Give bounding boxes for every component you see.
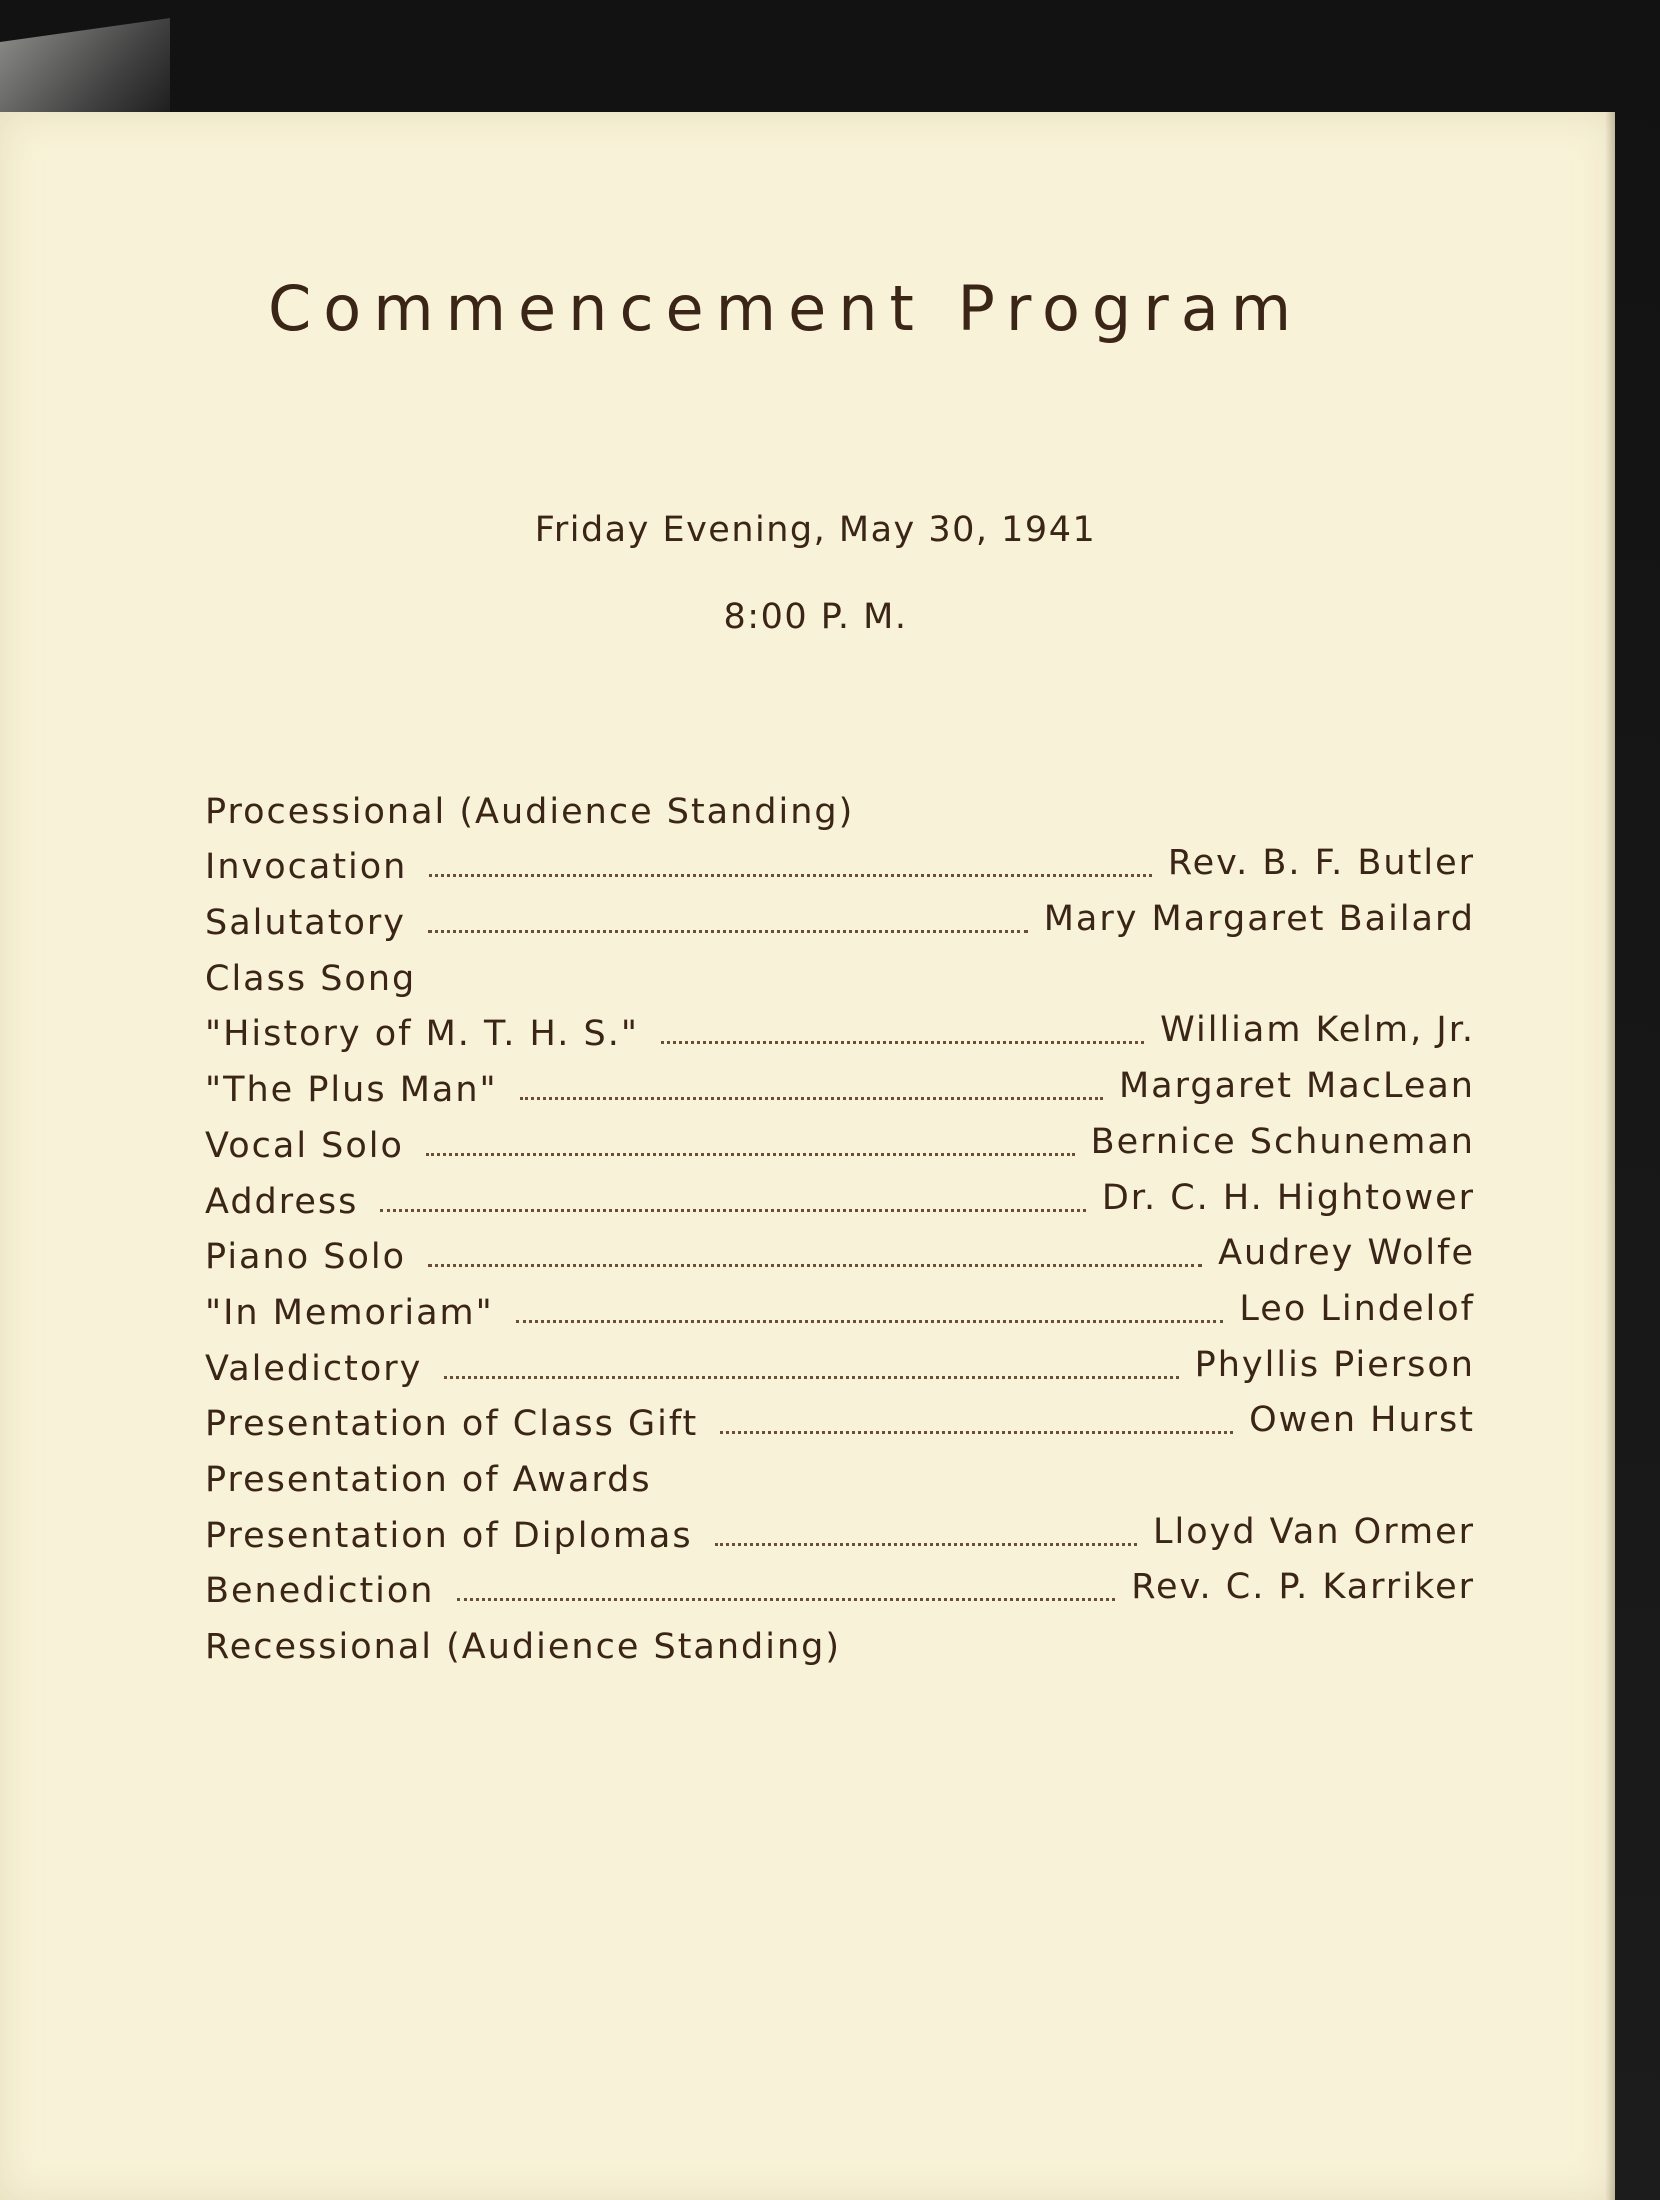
program-item	[205, 1615, 1475, 1671]
program-item-performer: William Kelm, Jr.	[1160, 1010, 1475, 1051]
program-item-performer: Bernice Schuneman	[1090, 1121, 1475, 1162]
dot-leader	[520, 1097, 1103, 1100]
program-item	[205, 1170, 1475, 1226]
program-item-title: Processional (Audience Standing)	[205, 791, 855, 832]
program-item-title: "History of M. T. H. S."	[205, 1014, 639, 1055]
program-item	[205, 1560, 1475, 1616]
program-item-title: Address	[205, 1181, 359, 1222]
program-item-title: Benediction	[205, 1571, 435, 1612]
program-item-title: Presentation of Diplomas	[205, 1515, 693, 1556]
program-item-title: Recessional (Audience Standing)	[205, 1627, 842, 1667]
dot-leader	[380, 1209, 1085, 1212]
program-item-title: Valedictory	[205, 1348, 423, 1389]
program-item-performer: Rev. B. F. Butler	[1167, 843, 1475, 884]
dot-leader	[661, 1041, 1144, 1044]
program-time: 8:00 P. M.	[723, 597, 908, 637]
program-item	[205, 836, 1475, 892]
dot-leader	[428, 1264, 1202, 1267]
dot-leader	[715, 1543, 1137, 1546]
program-item	[205, 1058, 1475, 1114]
dot-leader	[444, 1376, 1178, 1379]
program-item	[205, 780, 1475, 836]
program-item-title: Salutatory	[205, 903, 406, 944]
program-item-title: Class Song	[205, 958, 417, 999]
program-item	[205, 1448, 1475, 1504]
program-item-title: Piano Solo	[205, 1237, 406, 1278]
dot-leader	[516, 1320, 1224, 1323]
program-item	[205, 1226, 1475, 1282]
program-item-title: Presentation of Awards	[205, 1459, 652, 1500]
dot-leader	[720, 1431, 1233, 1434]
program-item	[205, 1393, 1475, 1449]
program-item-performer: Lloyd Van Ormer	[1152, 1511, 1475, 1552]
program-item-performer: Mary Margaret Bailard	[1043, 899, 1475, 940]
program-item-performer: Rev. C. P. Karriker	[1131, 1567, 1475, 1608]
program-item-performer: Phyllis Pierson	[1194, 1344, 1475, 1385]
program-list	[205, 780, 1475, 1671]
program-item-performer: Dr. C. H. Hightower	[1101, 1177, 1475, 1218]
program-page	[0, 112, 1615, 2200]
program-item	[205, 947, 1475, 1003]
program-item-title: "In Memoriam"	[205, 1292, 494, 1333]
program-item-title: "The Plus Man"	[205, 1070, 498, 1111]
program-item-title: Presentation of Class Gift	[205, 1404, 699, 1445]
program-date: Friday Evening, May 30, 1941	[534, 510, 1097, 550]
program-item-performer: Owen Hurst	[1249, 1400, 1475, 1441]
program-item-title: Vocal Solo	[205, 1125, 404, 1166]
program-item-title: Invocation	[205, 847, 408, 888]
dot-leader	[457, 1598, 1116, 1601]
program-title: Commencement Program	[268, 272, 1304, 345]
dot-leader	[426, 1153, 1075, 1156]
dot-leader	[429, 874, 1152, 877]
dot-leader	[428, 930, 1028, 933]
program-item	[205, 1003, 1475, 1059]
program-item	[205, 1114, 1475, 1170]
program-item-performer: Leo Lindelof	[1239, 1288, 1475, 1329]
program-item	[205, 1281, 1475, 1337]
program-item-performer: Margaret MacLean	[1118, 1066, 1475, 1107]
program-item-performer: Audrey Wolfe	[1218, 1233, 1475, 1274]
program-item	[205, 1504, 1475, 1560]
program-item	[205, 1337, 1475, 1393]
program-item	[205, 891, 1475, 947]
